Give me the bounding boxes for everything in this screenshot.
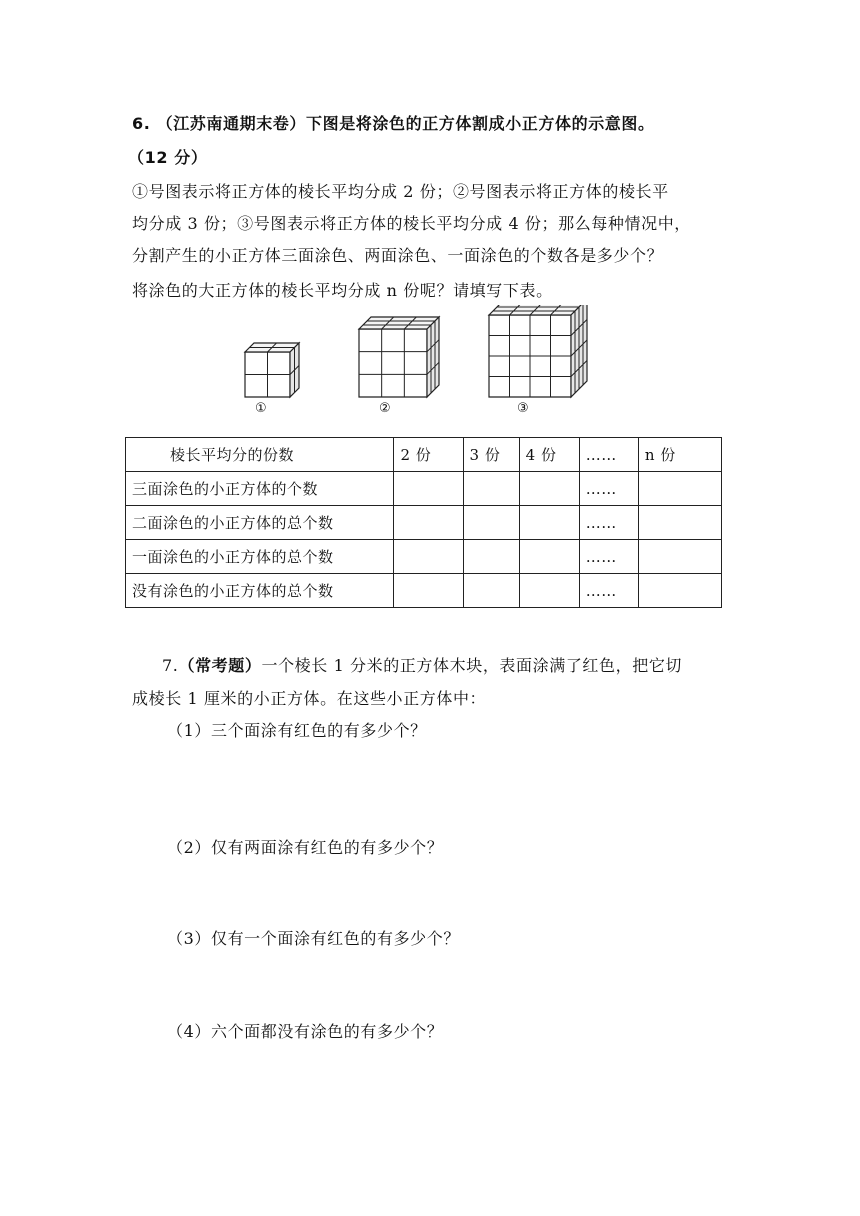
answer-cell[interactable]: [638, 540, 721, 574]
answer-cell[interactable]: [519, 574, 579, 608]
q7-subquestion-2: （2）仅有两面涂有红色的有多少个？: [167, 838, 444, 857]
table-header-row: [126, 438, 722, 472]
table-row: [126, 506, 722, 540]
q6-points: （12 分）: [128, 148, 208, 167]
ellipsis-cell: ……: [579, 574, 638, 608]
cube-side-face: [427, 317, 439, 397]
answer-cell[interactable]: [519, 506, 579, 540]
q6-body-line: 分割产生的小正方体三面涂色、两面涂色、一面涂色的个数各是多少个？: [132, 246, 664, 265]
row-label: 二面涂色的小正方体的总个数: [126, 506, 394, 540]
answer-cell[interactable]: [394, 574, 463, 608]
answer-cell[interactable]: [519, 540, 579, 574]
table-row: [126, 472, 722, 506]
painted-cube-table: [125, 437, 722, 608]
ellipsis-cell: ……: [579, 472, 638, 506]
ellipsis-cell: ……: [579, 540, 638, 574]
table-row: [126, 540, 722, 574]
answer-cell[interactable]: [463, 506, 519, 540]
answer-cell[interactable]: [519, 472, 579, 506]
answer-cell[interactable]: [394, 472, 463, 506]
row-label: 一面涂色的小正方体的总个数: [126, 540, 394, 574]
cube-figure-1: [245, 343, 299, 397]
table-header-cell: n 份: [638, 438, 721, 472]
answer-cell[interactable]: [463, 472, 519, 506]
answer-cell[interactable]: [638, 574, 721, 608]
q7-subquestion-1: （1）三个面涂有红色的有多少个？: [167, 721, 427, 740]
cube-figure-3: [489, 305, 587, 397]
q6-body-line: ①号图表示将正方体的棱长平均分成 2 份；②号图表示将正方体的棱长平: [132, 182, 669, 201]
table-row: [126, 574, 722, 608]
figure-label-2: ②: [379, 401, 391, 416]
cube-diagrams: [0, 305, 860, 405]
cube-figures: [0, 305, 860, 425]
answer-cell[interactable]: [638, 472, 721, 506]
q6-title: 下图是将涂色的正方体割成小正方体的示意图。: [306, 114, 655, 133]
q7-intro-line-2: 成棱长 1 厘米的小正方体。在这些小正方体中：: [132, 689, 487, 708]
cube-top-face: [359, 317, 439, 329]
ellipsis-cell: ……: [579, 506, 638, 540]
q7-intro: 一个棱长 1 分米的正方体木块，表面涂满了红色，把它切: [261, 656, 683, 675]
table-header-cell: ……: [579, 438, 638, 472]
q6-body-line: 将涂色的大正方体的棱长平均分成 n 份呢？请填写下表。: [132, 281, 553, 300]
answer-cell[interactable]: [394, 506, 463, 540]
table-header-cell: 3 份: [463, 438, 519, 472]
answer-cell[interactable]: [394, 540, 463, 574]
q7-number: 7.: [162, 656, 179, 675]
q7-subquestion-3: （3）仅有一个面涂有红色的有多少个？: [167, 929, 460, 948]
q6-heading: [132, 114, 655, 134]
cube-figure-2: [359, 317, 439, 397]
figure-label-1: ①: [255, 401, 267, 416]
q7-subquestion-4: （4）六个面都没有涂色的有多少个？: [167, 1022, 444, 1041]
cube-front-face: [359, 329, 427, 397]
table-header-cell: 4 份: [519, 438, 579, 472]
row-label: 三面涂色的小正方体的个数: [126, 472, 394, 506]
q6-source: （江苏南通期末卷）: [156, 114, 306, 133]
answer-cell[interactable]: [463, 574, 519, 608]
table-header-cell: 棱长平均分的份数: [126, 438, 394, 472]
answer-cell[interactable]: [638, 506, 721, 540]
figure-label-3: ③: [517, 401, 529, 416]
row-label: 没有涂色的小正方体的总个数: [126, 574, 394, 608]
q7-source: （常考题）: [178, 656, 262, 675]
q7-heading: [162, 656, 682, 676]
q6-body-line: 均分成 3 份；③号图表示将正方体的棱长平均分成 4 份；那么每种情况中，: [132, 214, 691, 233]
answer-cell[interactable]: [463, 540, 519, 574]
table-header-cell: 2 份: [394, 438, 463, 472]
q6-number: 6.: [132, 114, 151, 133]
